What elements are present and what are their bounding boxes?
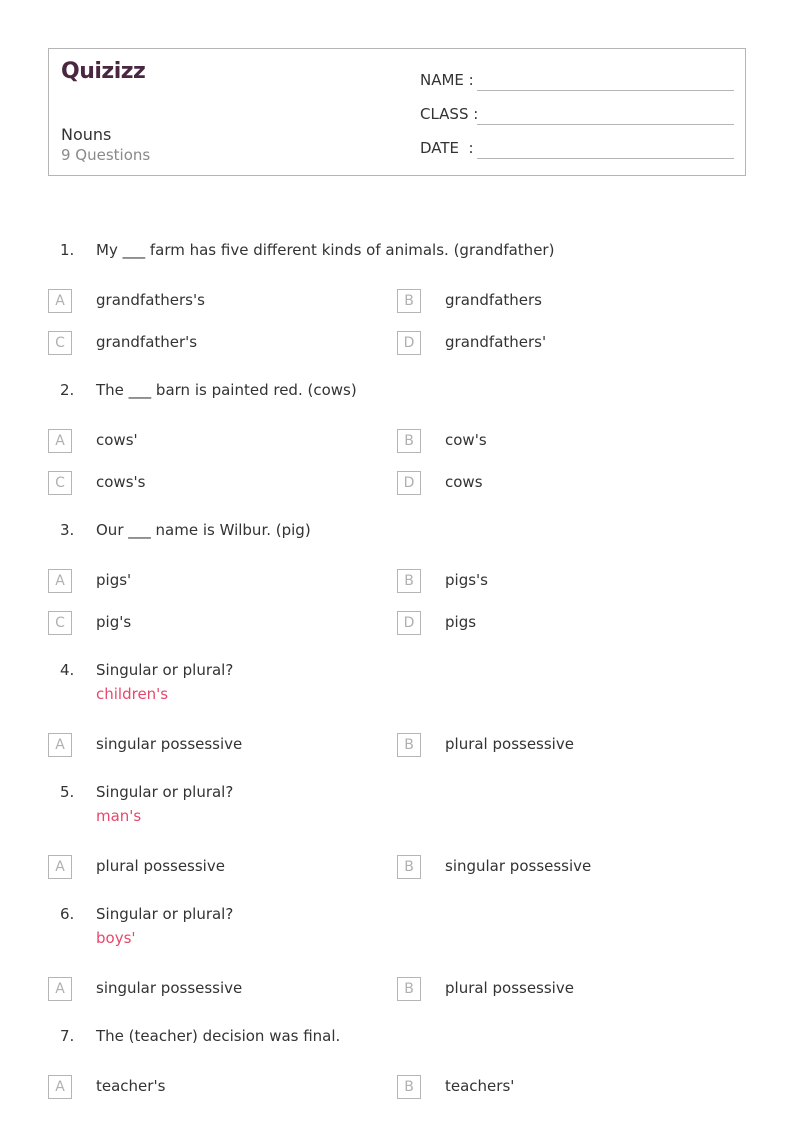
option-letter: B (397, 855, 421, 879)
option-letter: C (48, 331, 72, 355)
question-text: Our ___ name is Wilbur. (pig) (96, 521, 311, 539)
question-number: 5. (60, 783, 75, 801)
option-text: grandfathers's (96, 291, 205, 309)
name-field[interactable] (420, 65, 734, 91)
date-field[interactable] (420, 133, 734, 159)
option-b[interactable] (397, 429, 697, 453)
option-d[interactable] (397, 471, 697, 495)
question-highlight-word: boys' (96, 929, 136, 947)
option-a[interactable] (48, 429, 348, 453)
option-letter: A (48, 1075, 72, 1099)
option-b[interactable] (397, 569, 697, 593)
question-highlight-word: children's (96, 685, 169, 703)
option-letter: C (48, 471, 72, 495)
option-letter: A (48, 733, 72, 757)
option-c[interactable] (48, 611, 348, 635)
class-field[interactable] (420, 99, 734, 125)
option-letter: A (48, 855, 72, 879)
option-text: pig's (96, 613, 132, 631)
option-a[interactable] (48, 733, 348, 757)
option-a[interactable] (48, 289, 348, 313)
date-line[interactable] (477, 158, 734, 159)
question-number: 6. (60, 905, 75, 923)
option-letter: D (397, 611, 421, 635)
option-letter: A (48, 429, 72, 453)
option-text: plural possessive (445, 735, 574, 753)
question-text: My ___ farm has five different kinds of animals. (grandfather) (96, 241, 555, 259)
question-number: 1. (60, 241, 75, 259)
option-letter: B (397, 733, 421, 757)
option-a[interactable] (48, 855, 348, 879)
question-text: The ___ barn is painted red. (cows) (96, 381, 357, 399)
class-line[interactable] (477, 124, 734, 125)
name-label: NAME : (420, 71, 474, 89)
question-number: 3. (60, 521, 75, 539)
option-a[interactable] (48, 977, 348, 1001)
option-b[interactable] (397, 1075, 697, 1099)
question-count: 9 Questions (61, 146, 151, 164)
question-number: 4. (60, 661, 75, 679)
option-text: plural possessive (445, 979, 574, 997)
option-letter: B (397, 569, 421, 593)
option-text: grandfather's (96, 333, 198, 351)
question-number: 2. (60, 381, 75, 399)
option-text: cows' (96, 431, 138, 449)
worksheet-title: Nouns (61, 125, 112, 144)
question-number: 7. (60, 1027, 75, 1045)
option-letter: C (48, 611, 72, 635)
option-b[interactable] (397, 289, 697, 313)
option-text: pigs (445, 613, 477, 631)
option-letter: D (397, 331, 421, 355)
option-b[interactable] (397, 977, 697, 1001)
option-letter: A (48, 569, 72, 593)
option-d[interactable] (397, 611, 697, 635)
question-text: Singular or plural? (96, 783, 234, 801)
option-letter: D (397, 471, 421, 495)
option-letter: B (397, 429, 421, 453)
class-label: CLASS : (420, 105, 479, 123)
option-b[interactable] (397, 733, 697, 757)
option-text: cows's (96, 473, 146, 491)
option-text: grandfathers (445, 291, 542, 309)
option-text: singular possessive (445, 857, 592, 875)
question-highlight-word: man's (96, 807, 142, 825)
option-text: singular possessive (96, 979, 243, 997)
option-b[interactable] (397, 855, 697, 879)
option-text: cow's (445, 431, 487, 449)
question-text: Singular or plural? (96, 905, 234, 923)
question-text: Singular or plural? (96, 661, 234, 679)
option-a[interactable] (48, 1075, 348, 1099)
name-line[interactable] (477, 90, 734, 91)
question-text: The (teacher) decision was final. (96, 1027, 341, 1045)
option-text: cows (445, 473, 483, 491)
option-a[interactable] (48, 569, 348, 593)
worksheet-header (48, 48, 746, 176)
option-c[interactable] (48, 331, 348, 355)
option-letter: B (397, 977, 421, 1001)
option-text: teacher's (96, 1077, 166, 1095)
option-text: pigs's (445, 571, 488, 589)
option-text: pigs' (96, 571, 132, 589)
option-text: grandfathers' (445, 333, 547, 351)
option-text: singular possessive (96, 735, 243, 753)
option-letter: A (48, 977, 72, 1001)
option-letter: B (397, 289, 421, 313)
option-c[interactable] (48, 471, 348, 495)
date-label: DATE : (420, 139, 474, 157)
option-letter: A (48, 289, 72, 313)
option-text: teachers' (445, 1077, 515, 1095)
quizizz-logo: Quizizz (61, 59, 146, 84)
option-text: plural possessive (96, 857, 225, 875)
option-letter: B (397, 1075, 421, 1099)
option-d[interactable] (397, 331, 697, 355)
